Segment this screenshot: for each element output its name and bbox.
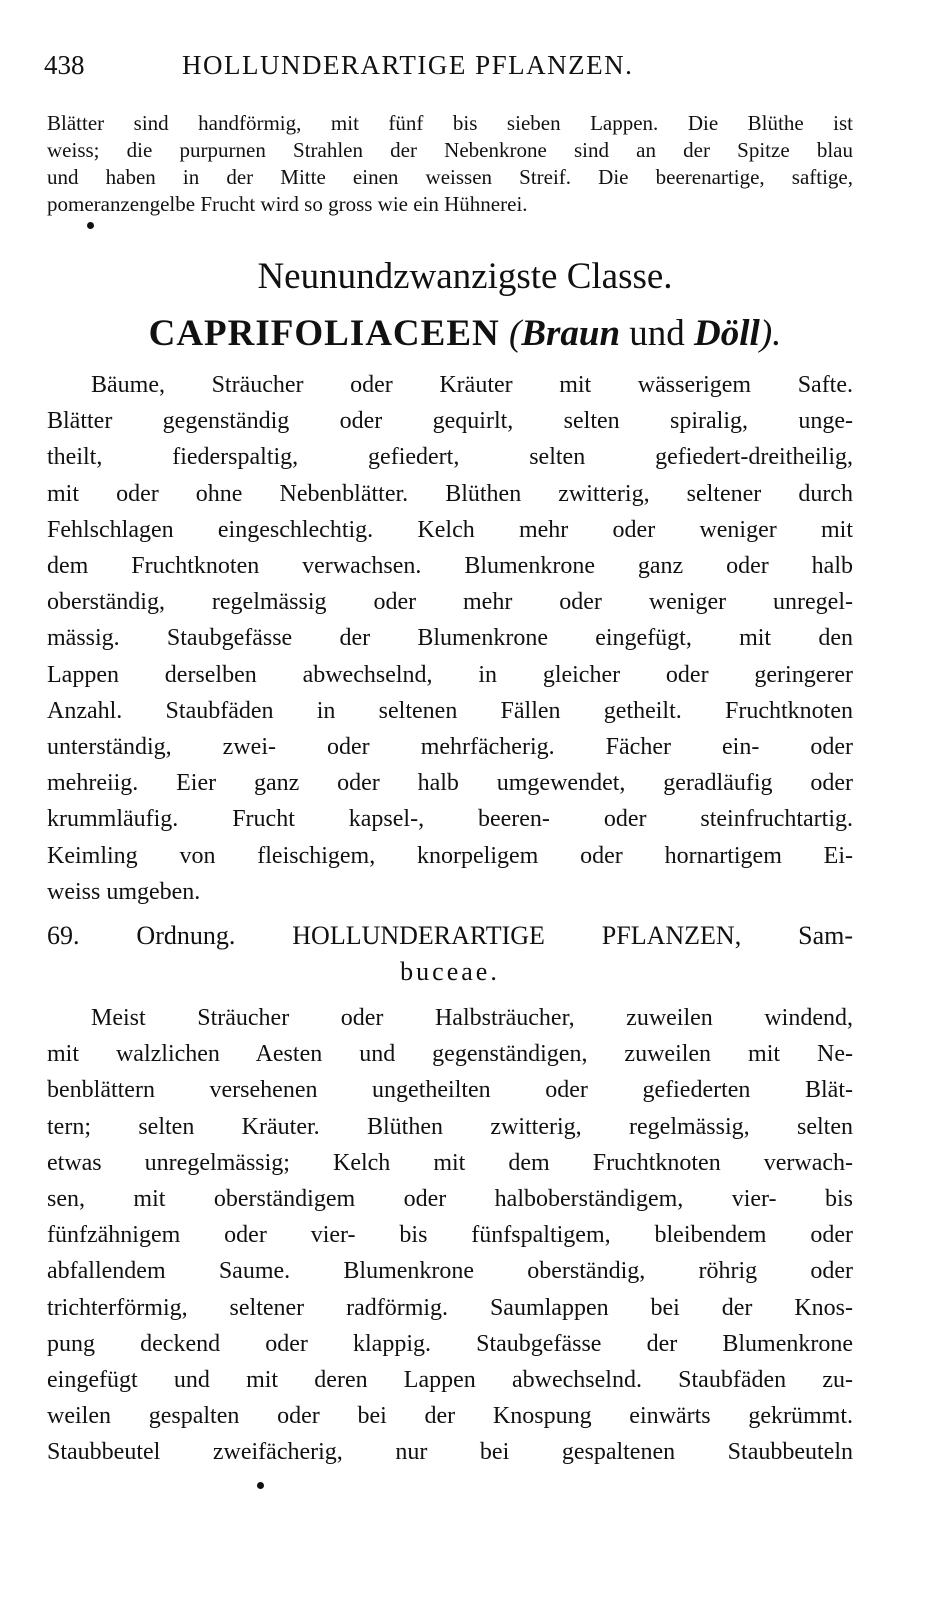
order-description [47,1000,853,1471]
intro-line: Blätter sind handförmig, mit fünf bis sieben Lappen. Die Blüthe ist [47,111,853,135]
intro-line: weiss; die purpurnen Strahlen der Nebenkrone sind an der Spitze blau [47,138,853,162]
class-title: Neunundzwanzigste Classe. [257,256,673,297]
ink-dot [257,1482,264,1489]
text-line: Blätter gegenständig oder gequirlt, selten spiralig, unge- [47,408,853,435]
family-conjunction: und [629,313,685,354]
text-line: Fehlschlagen eingeschlechtig. Kelch mehr oder weniger mit [47,516,853,543]
text-line: oberständig, regelmässig oder mehr oder weniger unregel- [47,589,853,616]
intro-paragraph [47,110,853,218]
close-paren: ). [759,313,782,354]
intro-line: und haben in der Mitte einen weissen Streif. Die beerenartige, saftige, [47,165,853,189]
text-line: weiss umgeben. [47,878,201,905]
text-line: mit oder ohne Nebenblätter. Blüthen zwitterig, seltener durch [47,480,853,507]
text-line: theilt, fiederspaltig, gefiedert, selten gefiedert-dreitheilig, [47,444,853,471]
order-heading-line: buceae. [400,957,500,986]
running-head: HOLLUNDERARTIGE PFLANZEN. [182,50,634,80]
family-author-1: Braun [521,313,621,354]
text-line: mit walzlichen Aesten und gegenständigen, zuweilen mit Ne- [47,1041,853,1068]
page-header [44,50,864,90]
text-line: Keimling von fleischigem, knorpeligem oder hornartigem Ei- [47,842,853,869]
text-line: Staubbeutel zweifächerig, nur bei gespaltenen Staubbeuteln [47,1439,853,1466]
text-line: benblättern versehenen ungetheilten oder gefiederten Blät- [47,1077,853,1104]
text-line: trichterförmig, seltener radförmig. Saumlappen bei der Knos- [47,1294,853,1321]
open-paren: ( [508,313,522,354]
class-description [47,367,853,910]
text-line: unterständig, zwei- oder mehrfächerig. Fächer ein- oder [47,734,853,761]
page-number: 438 [44,50,85,80]
intro-line: pomeranzengelbe Frucht wird so gross wie ein Hühnerei. [47,192,528,216]
family-name: CAPRIFOLIACEEN [148,313,500,354]
text-line: etwas unregelmässig; Kelch mit dem Fruchtknoten verwach- [47,1149,853,1176]
ink-dot [87,222,94,229]
text-line: sen, mit oberständigem oder halboberständigem, vier- bis [47,1186,853,1213]
text-line: eingefügt und mit deren Lappen abwechselnd. Staubfäden zu- [47,1367,853,1394]
text-line: pung deckend oder klappig. Staubgefässe der Blumenkrone [47,1330,853,1357]
text-line: weilen gespalten oder bei der Knospung einwärts gekrümmt. [47,1403,853,1430]
family-title [0,312,930,355]
order-heading [47,918,853,990]
text-line: mehreiig. Eier ganz oder halb umgewendet, geradläufig oder [47,770,853,797]
text-line: Meist Sträucher oder Halbsträucher, zuweilen windend, [91,1005,853,1031]
text-line: fünfzähnigem oder vier- bis fünfspaltigem, bleibendem oder [47,1222,853,1249]
text-line: tern; selten Kräuter. Blüthen zwitterig, regelmässig, selten [47,1113,853,1140]
order-heading-line: 69. Ordnung. HOLLUNDERARTIGE PFLANZEN, Sam- [47,921,853,950]
text-line: mässig. Staubgefässe der Blumenkrone eingefügt, mit den [47,625,853,652]
family-author-2: Döll [694,313,760,354]
text-line: Anzahl. Staubfäden in seltenen Fällen getheilt. Fruchtknoten [47,697,853,724]
text-line: krummläufig. Frucht kapsel-, beeren- oder steinfruchtartig. [47,806,853,833]
text-line: dem Fruchtknoten verwachsen. Blumenkrone ganz oder halb [47,553,853,580]
text-line: Lappen derselben abwechselnd, in gleicher oder geringerer [47,661,853,688]
text-line: Bäume, Sträucher oder Kräuter mit wässerigem Safte. [91,372,853,398]
text-line: abfallendem Saume. Blumenkrone oberständig, röhrig oder [47,1258,853,1285]
